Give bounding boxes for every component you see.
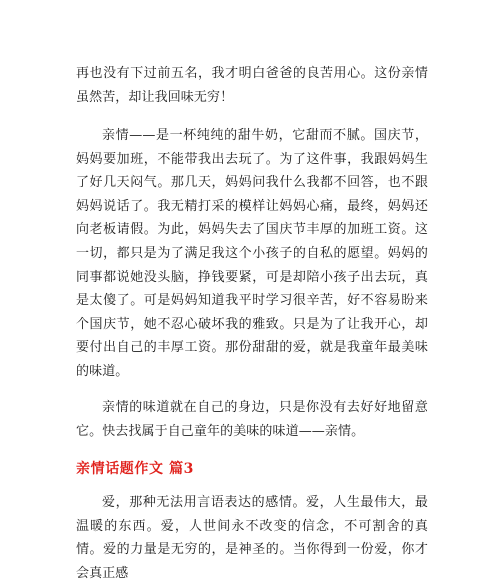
section-heading: 亲情话题作文 篇3 bbox=[76, 461, 195, 477]
paragraph-love: 爱，那种无法用言语表达的感情。爱，人生最伟大，最温暖的东西。爱，人世间永不改变的信念，不可割舍的真情。爱的力量是无穷的，是神圣的。当你得到一份爱，你才会真正感 bbox=[76, 495, 428, 581]
paragraph-intro: 再也没有下过前五名，我才明白爸爸的良苦用心。这份亲情虽然苦，却让我回味无穷！ bbox=[76, 66, 428, 105]
paragraph-sweet-milk: 亲情——是一杯纯纯的甜牛奶，它甜而不腻。国庆节，妈妈要加班，不能带我出去玩了。为了这件事，我跟妈妈生了好几天闷气。那几天，妈妈问我什么我都不回答，也不跟妈妈说话了。我无精打采的模样让妈妈心痛，最终，妈妈还向老板请假。为此，妈妈失去了国庆节丰厚的加班工资。这一切，都只是为了满足我这个小孩子的自私的愿望。妈妈的同事都说她没头脑，挣钱要紧，可是却陪小孩子出去玩，真是太傻了。可是妈妈知道我平时学习很辛苦，好不容易盼来个国庆节，她不忍心破坏我的雅致。只是为了让我开心，却要付出自己的丰厚工资。那份甜甜的爱，就是我童年最美味的味道。 bbox=[76, 128, 428, 379]
paragraph-conclusion: 亲情的味道就在自己的身边，只是你没有去好好地留意它。快去找属于自己童年的美味的味道——亲情。 bbox=[76, 400, 428, 439]
